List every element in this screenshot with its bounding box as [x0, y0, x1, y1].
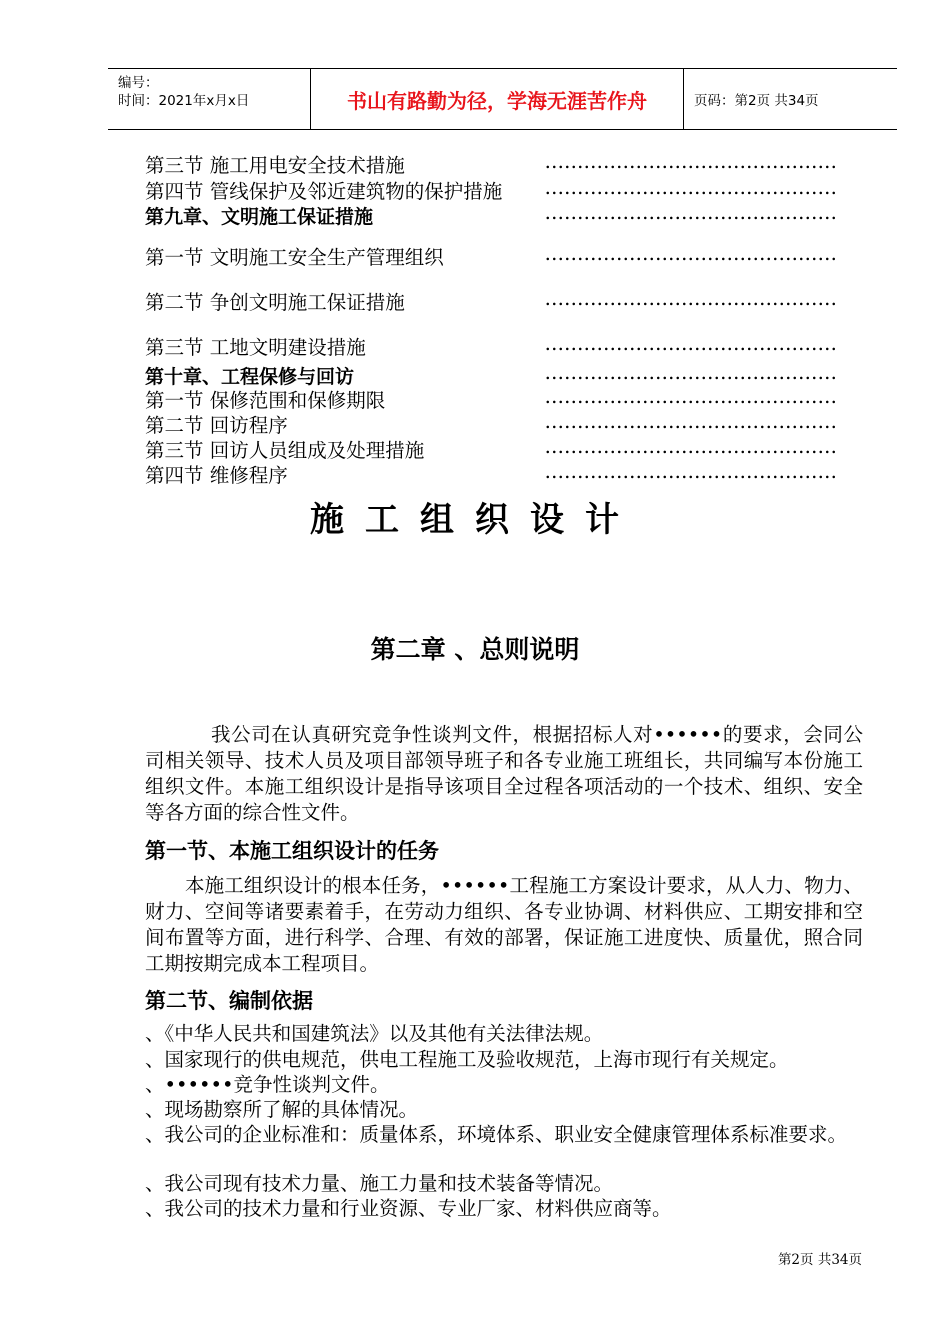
- time-label: 时间：2021年x月x日: [118, 93, 250, 109]
- page-label: 页码：第2页 共34页: [694, 93, 819, 109]
- document-title: 施工组织设计: [310, 500, 640, 540]
- list-item: 、我公司的企业标准和：质量体系，环境体系、职业安全健康管理体系标准要求。: [145, 1123, 848, 1146]
- toc-chapter-entry: 第九章、文明施工保证措施 ………………………………………: [145, 201, 837, 228]
- toc-entry: 第一节 文明施工安全生产管理组织 ………………………………………: [145, 242, 837, 269]
- list-item: 、现场勘察所了解的具体情况。: [145, 1098, 419, 1121]
- toc-dots: ………………………………………: [544, 385, 837, 408]
- chapter-title: 第二章 、总则说明: [370, 635, 580, 664]
- intro-paragraph: 我公司在认真研究竞争性谈判文件，根据招标人对••••••的要求，会同公司相关领导、技术人员及项目部领导班子和各专业施工班组长，共同编写本份施工组织文件。本施工组织设计是指导该项目全过程各项活动的一个技术、组织、安全等各方面的综合性文件。: [145, 723, 863, 824]
- section-title: 第二节、编制依据: [145, 989, 313, 1013]
- toc-dots: ………………………………………: [544, 150, 837, 173]
- number-label: 编号：: [118, 75, 159, 91]
- page-header: [108, 68, 897, 130]
- list-item: 、我公司的技术力量和行业资源、专业厂家、材料供应商等。: [145, 1197, 672, 1220]
- toc-entry: 第一节 保修范围和保修期限 ………………………………………: [145, 385, 837, 412]
- toc-entry: 第三节 回访人员组成及处理措施 ………………………………………: [145, 435, 837, 462]
- page-footer: 第2页 共34页: [777, 1252, 862, 1268]
- toc-entry: 第二节 争创文明施工保证措施 ………………………………………: [145, 287, 837, 314]
- toc-chapter-entry: 第十章、工程保修与回访 ………………………………………: [145, 361, 837, 388]
- toc-dots: ………………………………………: [544, 332, 837, 355]
- toc-dots: ………………………………………: [544, 460, 837, 483]
- header-meta: [108, 69, 310, 129]
- toc-entry: 第三节 工地文明建设措施 ………………………………………: [145, 332, 837, 359]
- toc-dots: ………………………………………: [544, 176, 837, 199]
- list-item: 、我公司现有技术力量、施工力量和技术装备等情况。: [145, 1172, 614, 1195]
- toc-entry: 第二节 回访程序 ………………………………………: [145, 410, 837, 437]
- toc-entry: 第四节 管线保护及邻近建筑物的保护措施 ………………………………………: [145, 176, 837, 203]
- toc-dots: ………………………………………: [544, 287, 837, 310]
- list-item: 、国家现行的供电规范，供电工程施工及验收规范，上海市现行有关规定。: [145, 1048, 789, 1071]
- motto: 书山有路勤为径，学海无涯苦作舟: [310, 69, 684, 129]
- toc-dots: ………………………………………: [544, 361, 837, 384]
- toc-dots: ………………………………………: [544, 435, 837, 458]
- list-item: 、《中华人民共和国建筑法》以及其他有关法律法规。: [145, 1022, 604, 1045]
- list-item: 、••••••竞争性谈判文件。: [145, 1073, 390, 1096]
- toc-entry: 第四节 维修程序 ………………………………………: [145, 460, 837, 487]
- toc-entry: 第三节 施工用电安全技术措施 ………………………………………: [145, 150, 837, 177]
- section-title: 第一节、本施工组织设计的任务: [145, 839, 439, 863]
- section-paragraph: 本施工组织设计的根本任务，••••••工程施工方案设计要求，从人力、物力、财力、空间等诸要素着手，在劳动力组织、各专业协调、材料供应、工期安排和空间布置等方面，进行科学、合理、有效的部署，保证施工进度快、质量优，照合同工期按期完成本工程项目。: [145, 874, 863, 975]
- toc-dots: ………………………………………: [544, 201, 837, 224]
- toc-dots: ………………………………………: [544, 410, 837, 433]
- toc-dots: ………………………………………: [544, 242, 837, 265]
